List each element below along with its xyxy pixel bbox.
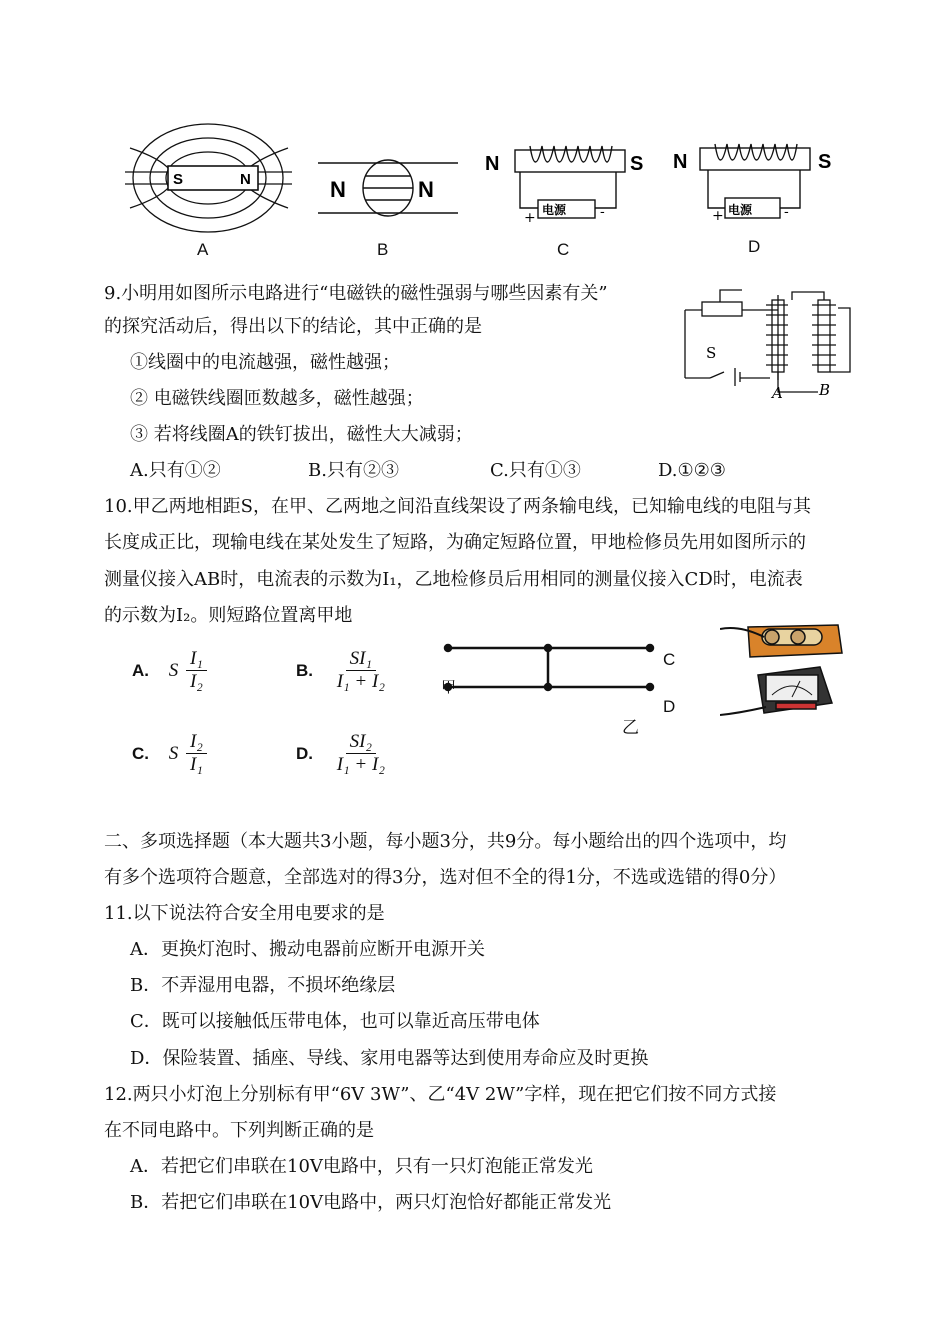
q10-option-c-den: I₁ [189,754,203,775]
fig-d-minus: - [784,204,789,220]
q12-line2: 在不同电路中。下列判断正确的是 [104,1120,374,1141]
fig-b-n2: N [418,177,434,202]
q10-line1: 10.甲乙两地相距S，在甲、乙两地之间沿直线架设了两条输电线，已知输电线的电阻与其 [104,496,811,517]
q10-option-b-num: SI₁ [346,648,376,671]
q9-statement-2: ② 电磁铁线圈匝数越多，磁性越强； [130,388,424,409]
figure-d [700,144,810,218]
q10-option-a-num: I₁ [186,648,207,671]
fig-c-s: S [630,153,644,175]
q10-option-a-den: I₂ [189,671,203,692]
fig-d-power: 电源 [728,203,753,217]
q9-line2: 的探究活动后，得出以下的结论，其中正确的是 [104,316,482,337]
q9-line1: 9.小明用如图所示电路进行“电磁铁的磁性强弱与哪些因素有关” [104,283,608,304]
q11-option-d: D．保险装置、插座、导线、家用电器等达到使用寿命应及时更换 [130,1048,649,1069]
q12-option-a: A．若把它们串联在10V电路中，只有一只灯泡能正常发光 [130,1156,593,1177]
fig-c-plus: + [524,210,536,226]
q10-option-b [296,648,389,693]
section2-line1: 二、多项选择题（本大题共3小题，每小题3分，共9分。每小题给出的四个选项中，均 [104,831,787,852]
q10-line4: 的示数为I₂。则短路位置离甲地 [104,605,353,626]
q9-fig-switch: S [706,344,717,362]
q10-option-b-fraction [333,648,389,693]
q10-option-a-label: A. [132,660,149,680]
q10-option-d-den: I₁ + I₂ [336,754,385,775]
fig-d-s: S [818,151,832,173]
q9-fig-coil-b: B [819,381,831,399]
q9-option-b: B.只有②③ [308,460,399,481]
q10-option-d-num: SI₂ [346,731,376,754]
fig-label-c: C [557,240,570,259]
q10-option-b-den: I₁ + I₂ [336,671,385,692]
fig-d-n: N [673,151,688,173]
q12-option-b: B．若把它们串联在10V电路中，两只灯泡恰好都能正常发光 [130,1192,612,1213]
q10-fig-jia: 甲 [441,678,457,696]
q9-statement-1: ①线圈中的电流越强，磁性越强； [130,352,400,373]
q10-line3: 测量仪接入AB时，电流表的示数为I₁，乙地检修员后用相同的测量仪接入CD时，电流表 [104,569,803,590]
fig-c-minus: - [600,204,605,220]
q10-meter-figure [720,615,850,730]
fig-a-n: N [240,171,251,188]
fig-label-b: B [377,240,389,259]
fig-a-s: S [173,171,184,188]
q10-option-c-num: I₂ [186,731,207,754]
q10-option-c-s: S [168,742,179,764]
q10-fig-c: C [663,650,676,669]
q11-stem: 11.以下说法符合安全用电要求的是 [104,903,385,924]
fig-b-n1: N [330,177,346,202]
q9-fig-coil-a: A [772,384,783,402]
q11-option-a: A．更换灯泡时、搬动电器前应断开电源开关 [130,939,485,960]
magnet-figures [120,118,840,268]
q10-option-c [132,731,207,776]
section2-line2: 有多个选项符合题意，全部选对的得3分，选对但不全的得1分，不选或选错的得0分） [104,867,787,888]
figure-a [125,124,292,232]
q9-option-c: C.只有①③ [490,460,581,481]
q10-option-a [132,648,207,693]
fig-label-d: D [748,237,761,256]
q10-fig-d: D [663,697,676,716]
fig-c-power: 电源 [542,203,567,217]
q10-option-c-fraction [186,731,207,776]
q10-option-c-label: C. [132,743,149,763]
q11-option-c: C．既可以接触低压带电体，也可以靠近高压带电体 [130,1011,540,1032]
figure-c [515,146,625,218]
q10-option-a-fraction [186,648,207,693]
fig-label-a: A [197,240,209,259]
q10-option-d [296,731,389,776]
fig-c-n: N [485,153,500,175]
q12-line1: 12.两只小灯泡上分别标有甲“6V 3W”、乙“4V 2W”字样，现在把它们按不同方式接 [104,1084,777,1105]
q9-circuit-figure [680,280,855,405]
q9-statement-3: ③ 若将线圈A的铁钉拔出，磁性大大减弱； [130,424,473,445]
q10-fig-yi: 乙 [622,718,639,738]
q10-option-d-label: D. [296,743,313,763]
q10-option-b-label: B. [296,660,313,680]
q9-option-d: D.①②③ [658,460,726,481]
q9-option-a: A.只有①② [130,460,221,481]
q10-line2: 长度成正比，现输电线在某处发生了短路，为确定短路位置，甲地检修员先用如图所示的 [104,532,806,553]
q10-option-d-fraction [333,731,389,776]
fig-d-plus: + [712,208,724,224]
q10-line-figure [438,640,688,740]
q11-option-b: B．不弄湿用电器，不损坏绝缘层 [130,975,396,996]
q10-option-a-s: S [168,659,179,681]
